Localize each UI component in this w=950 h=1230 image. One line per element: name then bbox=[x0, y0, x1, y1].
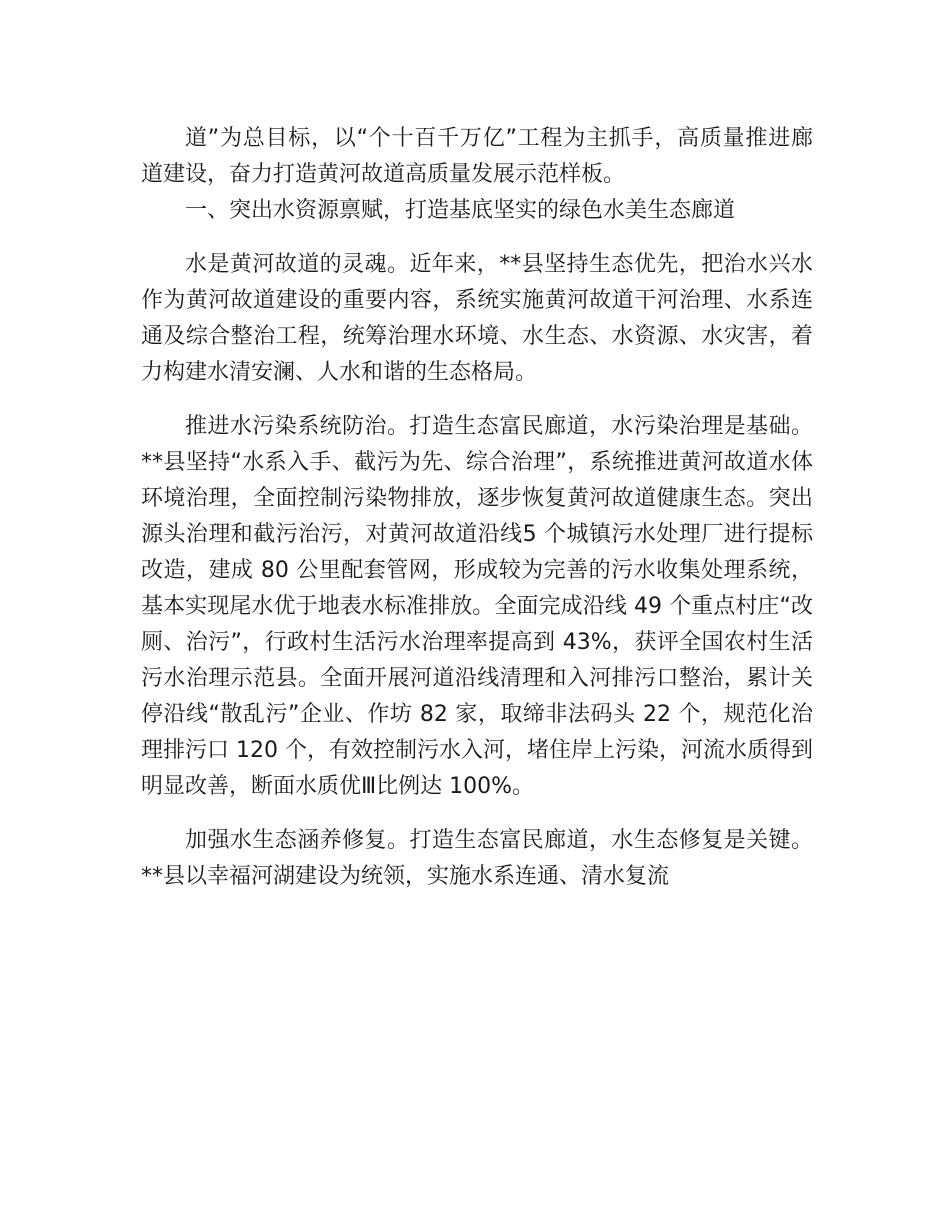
paragraph-ecology-restoration: 加强水生态涵养修复。打造生态富民廊道，水生态修复是关键。**县以幸福河湖建设为统领，实施水系连通、清水复流 bbox=[141, 828, 813, 889]
paragraph-pollution-control: 推进水污染系统防治。打造生态富民廊道，水污染治理是基础。**县坚持“水系入手、截污为先、综合治理”，系统推进黄河故道水体环境治理，全面控制污染物排放，逐步恢复黄河故道健康生态。突出源头治理和截污治污，对黄河故道沿线5 个城镇污水处理厂进行提标改造，建成 80 公里配套管网，形成较为完善的污水收集处理系统，基本实现尾水优于地表水标准排放。全面完成沿线 49 个重点村庄“改厕、治污”，行政村生活污水治理率提高到 43%，获评全国农村生活污水治理示范县。全面开展河道沿线清理和入河排污口整治，累计关停沿线“散乱污”企业、作坊 82 家，取缔非法码头 22 个，规范化治理排污口 120 个，有效控制污水入河，堵住岸上污染，河流水质得到明显改善，断面水质优Ⅲ比例达 100%。 bbox=[141, 414, 813, 799]
document-body bbox=[141, 121, 813, 895]
section-heading-1: 一、突出水资源禀赋，打造基底坚实的绿色水美生态廊道 bbox=[185, 198, 736, 223]
paragraph-continuation: 道”为总目标，以“个十百千万亿”工程为主抓手，高质量推进廊道建设，奋力打造黄河故道高质量发展示范样板。 bbox=[141, 126, 813, 187]
paragraph-water-soul: 水是黄河故道的灵魂。近年来，**县坚持生态优先，把治水兴水作为黄河故道建设的重要内容，系统实施黄河故道干河治理、水系连通及综合整治工程，统筹治理水环境、水生态、水资源、水灾害，着力构建水清安澜、人水和谐的生态格局。 bbox=[141, 252, 813, 385]
